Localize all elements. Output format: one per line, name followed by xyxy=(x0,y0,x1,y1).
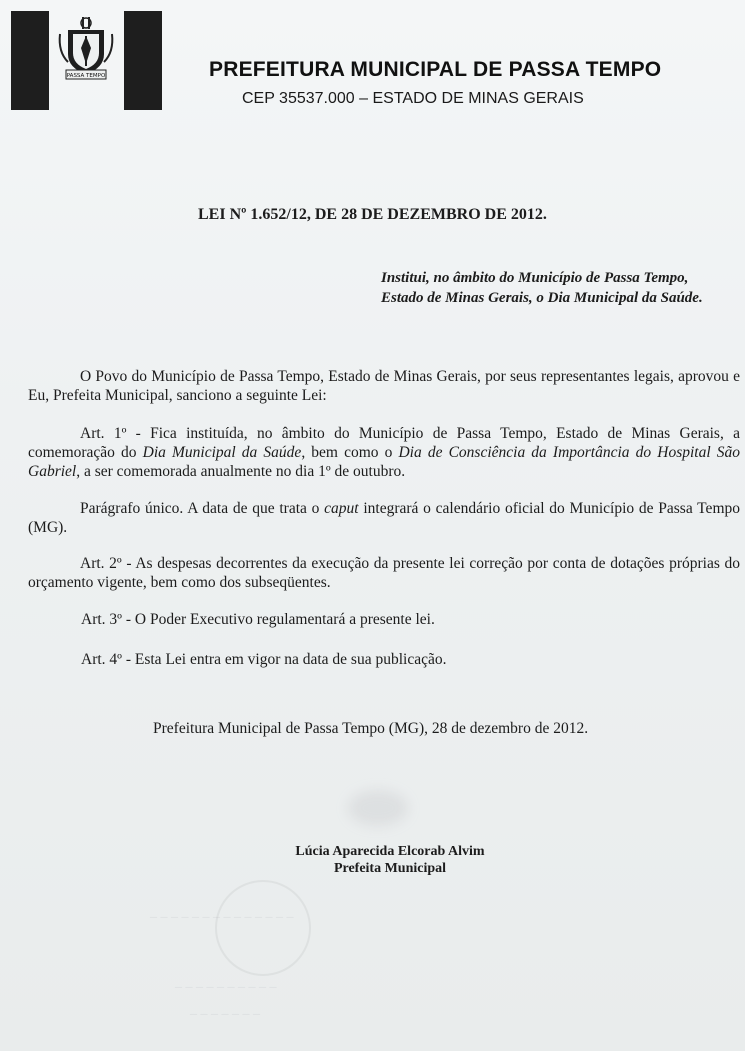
place-and-date: Prefeitura Municipal de Passa Tempo (MG), 28 de dezembro de 2012. xyxy=(153,720,589,737)
ementa-line-1: Institui, no âmbito do Município de Passa Tempo, xyxy=(381,270,689,286)
signer-role: Prefeita Municipal xyxy=(333,861,447,876)
paragrafo-text-a: Parágrafo único. A data de que trata o xyxy=(80,500,325,517)
bleed-through-stamp xyxy=(215,880,311,976)
header-band-right xyxy=(124,11,162,110)
art1-text-c: , bem como o xyxy=(301,444,399,461)
preamble-paragraph xyxy=(28,367,740,405)
article-1-paragraph xyxy=(28,424,740,481)
article-4-paragraph: Art. 4º - Esta Lei entra em vigor na data de sua publicação. xyxy=(81,651,447,668)
art2-text: Art. 2º - As despesas decorrentes da execução da presente lei correção por conta de dotações próprias do orçamento vigente, bem como dos subseqüentes. xyxy=(28,555,740,591)
article-3-paragraph: Art. 3º - O Poder Executivo regulamentará a presente lei. xyxy=(81,611,435,628)
bleed-through-line: _ _ _ _ _ _ _ _ _ _ _ _ _ _ xyxy=(150,905,294,920)
paragrafo-caput: caput xyxy=(324,500,359,517)
preamble-text: O Povo do Município de Passa Tempo, Estado de Minas Gerais, por seus representantes legais, aprovou e Eu, Prefeita Municipal, sanciono a seguinte Lei: xyxy=(28,368,740,404)
art1-dia-municipal: Dia Municipal da Saúde xyxy=(142,444,302,461)
postal-state-line: CEP 35537.000 – ESTADO DE MINAS GERAIS xyxy=(242,90,584,107)
art1-text-a: Art. 1º - Fica instituída, no âmbito do Município de Passa Tempo, Estado de Minas Gerais, a comemoração do xyxy=(28,425,740,461)
law-title: LEI Nº 1.652/12, DE 28 DE DEZEMBRO DE 2012. xyxy=(198,206,547,223)
law-ementa xyxy=(381,268,743,308)
sole-paragraph xyxy=(28,499,740,537)
municipal-crest-icon xyxy=(54,14,118,82)
signature-smudge xyxy=(348,790,408,826)
bleed-through-line: _ _ _ _ _ _ _ xyxy=(190,1002,260,1017)
ementa-line-2: Estado de Minas Gerais, o Dia Municipal da Saúde. xyxy=(381,290,703,306)
art1-dia-consciencia: Dia de Consciência da Importância do Hospital São Gabriel xyxy=(28,444,740,480)
header-band-left xyxy=(11,11,49,110)
bleed-through-line: _ _ _ _ _ _ _ _ _ _ xyxy=(175,975,277,990)
signer-name: Lúcia Aparecida Elcorab Alvim xyxy=(295,844,485,859)
art1-text-e: , a ser comemorada anualmente no dia 1º de outubro. xyxy=(76,463,406,480)
crest-caption: PASSA TEMPO xyxy=(66,73,106,79)
article-2-paragraph xyxy=(28,554,740,592)
paragrafo-text-c: integrará o calendário oficial do Município de Passa Tempo (MG). xyxy=(28,500,740,536)
municipality-title: PREFEITURA MUNICIPAL DE PASSA TEMPO xyxy=(209,58,662,81)
